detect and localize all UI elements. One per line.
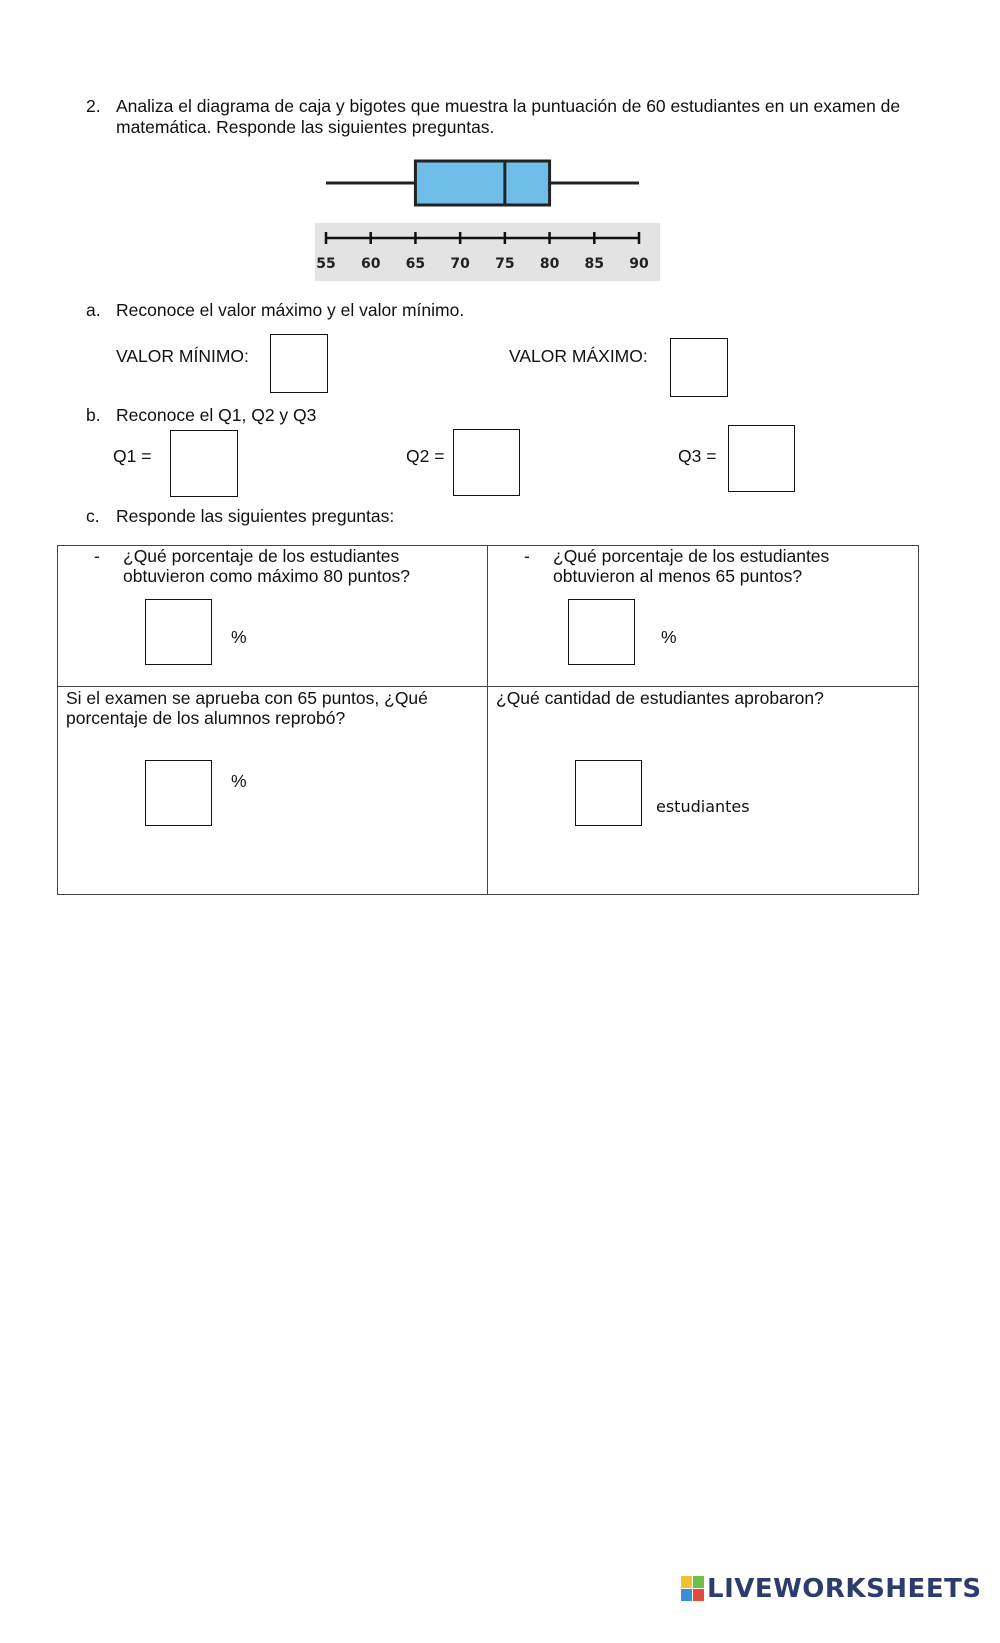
q1-label: Q1 =: [113, 446, 152, 466]
box-plot-chart: [310, 150, 665, 284]
cell-1-dash: -: [94, 546, 100, 566]
cell-4-unit: estudiantes: [656, 797, 750, 816]
max-value-input[interactable]: [670, 338, 728, 397]
table-vertical-divider: [487, 545, 488, 895]
question-text-line2: matemática. Responde las siguientes preguntas.: [116, 117, 495, 137]
axis-background: [315, 223, 660, 281]
cell-3-unit: %: [231, 771, 247, 791]
question-number: 2.: [86, 96, 101, 116]
part-a-text: Reconoce el valor máximo y el valor mínimo.: [116, 300, 465, 320]
axis-tick-label-80: 80: [539, 256, 560, 272]
cell-3-question-line2: porcentaje de los alumnos reprobó?: [66, 708, 346, 728]
axis-tick-label-75: 75: [495, 256, 515, 272]
q1-input[interactable]: [170, 430, 238, 497]
interquartile-box: [415, 161, 549, 205]
q2-label: Q2 =: [406, 446, 445, 466]
cell-4-question-line1: ¿Qué cantidad de estudiantes aprobaron?: [496, 688, 824, 708]
min-value-input[interactable]: [270, 334, 328, 393]
axis-tick-label-70: 70: [450, 256, 470, 272]
question-text-line1: Analiza el diagrama de caja y bigotes que muestra la puntuación de 60 estudiantes en un examen de: [116, 96, 901, 116]
part-c-text: Responde las siguientes preguntas:: [116, 506, 395, 526]
axis-tick-label-65: 65: [405, 256, 426, 272]
cell-1-question-line2: obtuvieron como máximo 80 puntos?: [123, 566, 410, 586]
cell-2-unit: %: [661, 627, 677, 647]
cell-2-question-line2: obtuvieron al menos 65 puntos?: [553, 566, 803, 586]
cell-2-dash: -: [524, 546, 530, 566]
q3-label: Q3 =: [678, 446, 717, 466]
liveworksheets-logo-text: LIVEWORKSHEETS: [707, 1574, 982, 1604]
cell-3-answer-input[interactable]: [145, 760, 212, 826]
max-value-label: VALOR MÁXIMO:: [509, 346, 648, 366]
table-horizontal-divider: [57, 686, 919, 687]
liveworksheets-logo-icon: [681, 1576, 705, 1602]
part-b-label: b.: [86, 405, 101, 425]
part-a-label: a.: [86, 300, 101, 320]
axis-tick-label-85: 85: [584, 256, 605, 272]
part-b-text: Reconoce el Q1, Q2 y Q3: [116, 405, 317, 425]
axis-tick-label-60: 60: [360, 256, 381, 272]
cell-1-unit: %: [231, 627, 247, 647]
q3-input[interactable]: [728, 425, 795, 492]
cell-1-question-line1: ¿Qué porcentaje de los estudiantes: [123, 546, 400, 566]
cell-4-answer-input[interactable]: [575, 760, 642, 826]
cell-2-question-line1: ¿Qué porcentaje de los estudiantes: [553, 546, 830, 566]
part-c-label: c.: [86, 506, 100, 526]
min-value-label: VALOR MÍNIMO:: [116, 346, 249, 366]
cell-3-question-line1: Si el examen se aprueba con 65 puntos, ¿Qué: [66, 688, 428, 708]
q2-input[interactable]: [453, 429, 520, 496]
axis-tick-label-55: 55: [316, 256, 336, 272]
cell-2-answer-input[interactable]: [568, 599, 635, 665]
cell-1-answer-input[interactable]: [145, 599, 212, 665]
axis-tick-label-90: 90: [629, 256, 649, 272]
